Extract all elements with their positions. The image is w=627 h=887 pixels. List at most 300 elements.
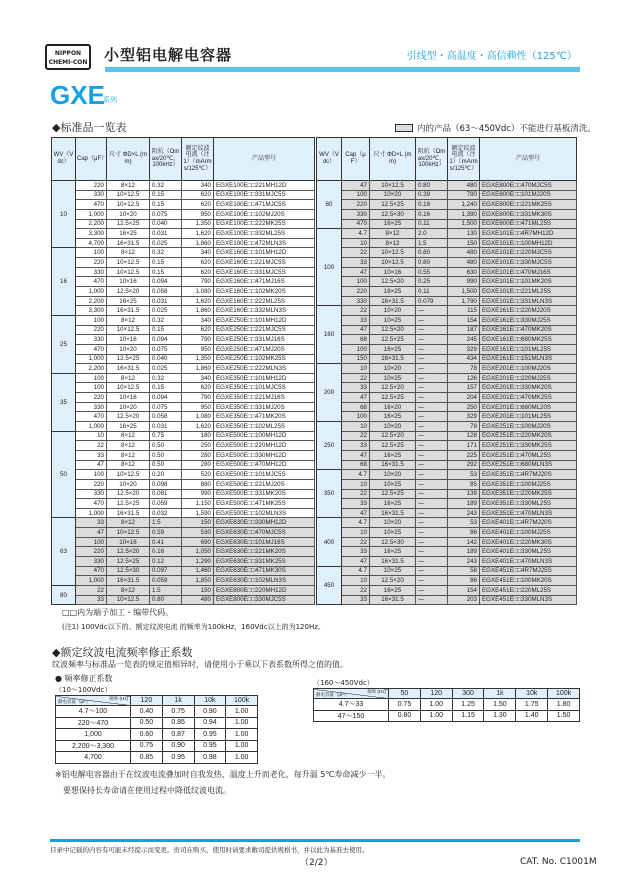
part-number-cell: EGXE350E□□101MH12D bbox=[214, 373, 315, 383]
table-row bbox=[52, 422, 315, 432]
part-number-cell: EGXE630E□□101MJ16S bbox=[214, 537, 315, 547]
impedance-cell: 0.031 bbox=[150, 422, 182, 432]
table-row bbox=[317, 296, 577, 306]
frequency-header: 120 bbox=[420, 689, 452, 699]
capacitance-range-cell: 2,200～3,300 bbox=[56, 740, 131, 752]
standard-table-left bbox=[51, 137, 315, 605]
footer-bar bbox=[50, 839, 580, 842]
coefficient-cell: 1.50 bbox=[548, 710, 580, 722]
cap-cell: 33 bbox=[342, 383, 370, 393]
size-cell: 16×25 bbox=[107, 229, 150, 239]
coefficient-cell: 1.75 bbox=[516, 699, 548, 711]
size-cell: 10×20 bbox=[370, 190, 416, 200]
capacitance-range-cell: 47～150 bbox=[314, 710, 389, 722]
size-cell: 16×25 bbox=[370, 547, 416, 557]
cap-cell: 22 bbox=[342, 585, 370, 595]
impedance-cell: — bbox=[416, 354, 448, 364]
impedance-cell: — bbox=[416, 518, 448, 528]
table-row bbox=[52, 248, 315, 258]
col-wv: WV（Vdc） bbox=[317, 138, 342, 181]
cap-cell: 22 bbox=[342, 489, 370, 499]
coefficient-cell: 0.85 bbox=[131, 752, 163, 764]
table-row bbox=[52, 566, 315, 576]
impedance-cell: 1.5 bbox=[150, 585, 182, 595]
cap-cell: 47 bbox=[342, 325, 370, 335]
size-cell: 12.5×25 bbox=[370, 335, 416, 345]
table-row bbox=[317, 209, 577, 219]
table-row bbox=[317, 393, 577, 403]
high-voltage-range: （160～450Vdc） bbox=[313, 679, 374, 687]
table-row bbox=[317, 460, 577, 470]
size-cell: 12.5×25 bbox=[370, 441, 416, 451]
cap-cell: 330 bbox=[76, 556, 107, 566]
impedance-cell: 2.0 bbox=[416, 229, 448, 239]
size-cell: 16×31.5 bbox=[107, 306, 150, 316]
ripple-cell: 990 bbox=[182, 489, 214, 499]
table-row bbox=[52, 585, 315, 595]
impedance-cell: — bbox=[416, 499, 448, 509]
table-row bbox=[56, 752, 258, 764]
table-row bbox=[52, 383, 315, 393]
part-number-cell: EGXE250E□□101MH12D bbox=[214, 315, 315, 325]
part-number-cell: EGXE800E□□331MK30S bbox=[480, 209, 577, 219]
ripple-cell: 86 bbox=[448, 576, 480, 586]
size-cell: 10×12.5 bbox=[107, 470, 150, 480]
table-row bbox=[52, 489, 315, 499]
ripple-cell: 157 bbox=[448, 383, 480, 393]
ripple-cell: 1,790 bbox=[448, 296, 480, 306]
cap-cell: 100 bbox=[342, 344, 370, 354]
warning-line-1: ※铝电解电容器由于在纹波电流叠加时自我发热、温度上升而老化，每升温 5℃寿命减少一半。 bbox=[55, 770, 391, 779]
size-cell: 10×20 bbox=[370, 364, 416, 374]
part-number-cell: EGXE161E□□151MLN3S bbox=[480, 354, 577, 364]
cap-cell: 10 bbox=[342, 422, 370, 432]
impedance-cell: — bbox=[416, 422, 448, 432]
size-cell: 12.5×25 bbox=[370, 489, 416, 499]
part-number-cell: EGXE350E□□331MJ20S bbox=[214, 402, 315, 412]
impedance-cell: — bbox=[416, 537, 448, 547]
part-number-cell: EGXE161E□□101ML25S bbox=[480, 344, 577, 354]
impedance-cell: 0.32 bbox=[150, 373, 182, 383]
ripple-cell: 620 bbox=[182, 200, 214, 210]
cap-cell: 330 bbox=[76, 267, 107, 277]
part-number-cell: EGXE100E□□102MJ20S bbox=[214, 209, 315, 219]
impedance-cell: 0.32 bbox=[150, 248, 182, 258]
ripple-cell: 1,500 bbox=[448, 287, 480, 297]
cap-cell: 10 bbox=[342, 479, 370, 489]
series-name: GXE bbox=[50, 80, 105, 110]
part-number-cell: EGXE100E□□221MH12D bbox=[214, 181, 315, 191]
cap-cell: 220 bbox=[76, 547, 107, 557]
size-cell: 16×31.5 bbox=[370, 556, 416, 566]
ripple-cell: 1,860 bbox=[182, 364, 214, 374]
size-cell: 16×20 bbox=[370, 402, 416, 412]
ripple-cell: 1,390 bbox=[448, 209, 480, 219]
part-number-cell: EGXE160E□□221MJC5S bbox=[214, 258, 315, 268]
size-cell: 16×31.5 bbox=[107, 576, 150, 586]
table-row bbox=[317, 364, 577, 374]
impedance-cell: 0.15 bbox=[150, 267, 182, 277]
cap-cell: 47 bbox=[342, 450, 370, 460]
part-number-cell: EGXE451E□□4R7MJ25S bbox=[480, 566, 577, 576]
table-row bbox=[52, 296, 315, 306]
size-cell: 10×12.5 bbox=[107, 528, 150, 538]
part-number-cell: EGXE630E□□330MH12D bbox=[214, 518, 315, 528]
table-row bbox=[52, 190, 315, 200]
impedance-cell: 0.11 bbox=[416, 287, 448, 297]
col-size: 尺寸 ΦD×L (mm) bbox=[107, 138, 150, 181]
part-number-cell: EGXE630E□□471MK30S bbox=[214, 566, 315, 576]
impedance-cell: 0.59 bbox=[150, 528, 182, 538]
size-cell: 12.5×20 bbox=[370, 576, 416, 586]
coefficient-cell: 0.94 bbox=[194, 717, 226, 729]
impedance-cell: 0.032 bbox=[150, 508, 182, 518]
cap-cell: 47 bbox=[342, 181, 370, 191]
table-row bbox=[317, 229, 577, 239]
cap-cell: 33 bbox=[76, 450, 107, 460]
impedance-cell: 0.15 bbox=[150, 190, 182, 200]
cap-cell: 47 bbox=[342, 556, 370, 566]
table-row bbox=[52, 431, 315, 441]
part-number-cell: EGXE250E□□471MJ20S bbox=[214, 344, 315, 354]
corner-freq-label: 频率 (Hz) bbox=[367, 689, 386, 694]
impedance-cell: — bbox=[416, 460, 448, 470]
page-title: 小型铝电解电容器 bbox=[104, 46, 233, 64]
part-number-cell: EGXE401E□□4R7MJ20S bbox=[480, 518, 577, 528]
cap-cell: 4,700 bbox=[76, 238, 107, 248]
size-cell: 12.5×20 bbox=[107, 489, 150, 499]
ripple-cell: 85 bbox=[448, 479, 480, 489]
impedance-cell: 0.11 bbox=[416, 219, 448, 229]
coefficient-cell: 1.00 bbox=[226, 717, 258, 729]
coefficient-cell: 0.98 bbox=[194, 752, 226, 764]
ripple-cell: 530 bbox=[182, 528, 214, 538]
size-cell: 10×25 bbox=[370, 479, 416, 489]
size-cell: 8×12 bbox=[107, 441, 150, 451]
capacitance-range-cell: 4.7～100 bbox=[56, 706, 131, 718]
part-number-cell: EGXE451E□□220ML25S bbox=[480, 585, 577, 595]
impedance-cell: 0.059 bbox=[150, 499, 182, 509]
size-cell: 12.5×20 bbox=[107, 287, 150, 297]
part-number-cell: EGXE500E□□330MH12D bbox=[214, 450, 315, 460]
table-row bbox=[317, 325, 577, 335]
page-number: （2/2） bbox=[300, 858, 333, 868]
table-row bbox=[52, 238, 315, 248]
table-row bbox=[52, 460, 315, 470]
cap-cell: 1,000 bbox=[76, 576, 107, 586]
ripple-cell: 243 bbox=[448, 508, 480, 518]
impedance-cell: 0.39 bbox=[416, 190, 448, 200]
col-cap: Cap（μF） bbox=[342, 138, 370, 181]
ripple-cell: 1,850 bbox=[182, 576, 214, 586]
ripple-cell: 1,080 bbox=[182, 287, 214, 297]
impedance-cell: 0.50 bbox=[150, 441, 182, 451]
col-part-number: 产品型号 bbox=[214, 138, 315, 181]
table-row bbox=[52, 354, 315, 364]
size-cell: 16×25 bbox=[370, 287, 416, 297]
catalog-number: CAT. No. C1001M bbox=[520, 857, 597, 867]
table-row bbox=[52, 181, 315, 191]
size-cell: 16×31.5 bbox=[370, 595, 416, 605]
col-impedance: 阻抗（Ωmax/20℃、100kHz） bbox=[150, 138, 182, 181]
impedance-cell: 0.079 bbox=[416, 296, 448, 306]
table-row bbox=[52, 209, 315, 219]
table-row bbox=[317, 499, 577, 509]
part-number-cell: EGXE100E□□471MJC5S bbox=[214, 200, 315, 210]
table-row bbox=[52, 499, 315, 509]
part-number-cell: EGXE630E□□331MK25S bbox=[214, 556, 315, 566]
table-row bbox=[317, 402, 577, 412]
corner-header bbox=[56, 696, 131, 706]
ripple-cell: 154 bbox=[448, 315, 480, 325]
ripple-cell: 204 bbox=[448, 393, 480, 403]
cap-cell: 33 bbox=[342, 258, 370, 268]
impedance-cell: 0.098 bbox=[150, 479, 182, 489]
size-cell: 12.5×20 bbox=[107, 547, 150, 557]
part-number-cell: EGXE451E□□100MK20S bbox=[480, 576, 577, 586]
frequency-header: 120 bbox=[131, 696, 163, 706]
ripple-cell: 434 bbox=[448, 354, 480, 364]
ripple-cell: 329 bbox=[448, 412, 480, 422]
ripple-cell: 480 bbox=[182, 595, 214, 605]
size-cell: 12.5×20 bbox=[107, 412, 150, 422]
impedance-cell: 0.031 bbox=[150, 296, 182, 306]
frequency-header: 100k bbox=[548, 689, 580, 699]
impedance-cell: 0.040 bbox=[150, 219, 182, 229]
frequency-header: 50 bbox=[389, 689, 421, 699]
part-number-cell: EGXE251E□□330MK25S bbox=[480, 441, 577, 451]
frequency-header: 1k bbox=[162, 696, 194, 706]
ripple-cell: 1,240 bbox=[448, 200, 480, 210]
part-number-cell: EGXE401E□□220MK30S bbox=[480, 537, 577, 547]
impedance-cell: 1.5 bbox=[150, 518, 182, 528]
ripple-cell: 292 bbox=[448, 460, 480, 470]
size-cell: 10×20 bbox=[370, 422, 416, 432]
corner-header bbox=[314, 689, 389, 699]
ripple-cell: 790 bbox=[448, 190, 480, 200]
cap-cell: 22 bbox=[342, 537, 370, 547]
coefficient-cell: 1.80 bbox=[548, 699, 580, 711]
cap-cell: 10 bbox=[342, 576, 370, 586]
cap-cell: 47 bbox=[76, 528, 107, 538]
warning-line-2: 要想保持长寿命请在使用过程中降低纹波电流。 bbox=[63, 786, 231, 795]
size-cell: 16×31.5 bbox=[370, 354, 416, 364]
cap-cell: 470 bbox=[342, 219, 370, 229]
size-cell: 16×25 bbox=[107, 422, 150, 432]
ripple-cell: 1,590 bbox=[182, 508, 214, 518]
frequency-table-low bbox=[55, 695, 258, 764]
impedance-cell: 0.15 bbox=[150, 200, 182, 210]
size-cell: 12.5×20 bbox=[370, 325, 416, 335]
ripple-cell: 340 bbox=[182, 373, 214, 383]
wv-cell: 10 bbox=[52, 181, 76, 248]
cap-cell: 100 bbox=[342, 412, 370, 422]
ripple-correction-heading: ◆额定纹波电流频率修正系数 bbox=[52, 646, 193, 659]
impedance-cell: 0.025 bbox=[150, 306, 182, 316]
impedance-cell: 0.75 bbox=[150, 431, 182, 441]
table-row bbox=[317, 576, 577, 586]
cap-cell: 100 bbox=[342, 190, 370, 200]
coefficient-cell: 0.75 bbox=[162, 706, 194, 718]
ripple-cell: 250 bbox=[182, 441, 214, 451]
cap-cell: 22 bbox=[76, 585, 107, 595]
cap-cell: 1,000 bbox=[76, 422, 107, 432]
table-row bbox=[317, 556, 577, 566]
table-row bbox=[52, 287, 315, 297]
cap-cell: 1,000 bbox=[76, 354, 107, 364]
cap-cell: 470 bbox=[76, 499, 107, 509]
ripple-cell: 620 bbox=[182, 267, 214, 277]
part-number-cell: EGXE800E□□101MJ20S bbox=[480, 190, 577, 200]
ripple-cell: 187 bbox=[448, 325, 480, 335]
part-number-cell: EGXE201E□□680ML20S bbox=[480, 402, 577, 412]
ripple-cell: 620 bbox=[182, 383, 214, 393]
impedance-cell: — bbox=[416, 585, 448, 595]
ripple-frequency-note: (注1) 100Vdc以下的、额定纹波电流 的频率为100kHz，160Vdc以上的为120Hz。 bbox=[62, 623, 325, 631]
impedance-cell: 0.025 bbox=[150, 364, 182, 374]
size-cell: 12.5×25 bbox=[370, 200, 416, 210]
cap-cell: 100 bbox=[76, 470, 107, 480]
coefficient-cell: 1.50 bbox=[484, 699, 516, 711]
ripple-cell: 1,350 bbox=[182, 219, 214, 229]
coefficient-cell: 0.95 bbox=[162, 752, 194, 764]
ripple-cell: 139 bbox=[448, 489, 480, 499]
ripple-cell: 78 bbox=[448, 364, 480, 374]
part-number-cell: EGXE160E□□101MH12D bbox=[214, 248, 315, 258]
cap-cell: 33 bbox=[76, 518, 107, 528]
cap-cell: 3,300 bbox=[76, 229, 107, 239]
part-number-cell: EGXE251E□□100MJ20S bbox=[480, 422, 577, 432]
table-row bbox=[317, 238, 577, 248]
col-wv: WV（Vdc） bbox=[52, 138, 76, 181]
size-cell: 8×12 bbox=[107, 585, 150, 595]
size-cell: 10×12.5 bbox=[107, 595, 150, 605]
impedance-cell: 0.50 bbox=[150, 450, 182, 460]
table-row bbox=[56, 706, 258, 718]
size-cell: 12.5×25 bbox=[107, 556, 150, 566]
impedance-cell: 0.32 bbox=[150, 181, 182, 191]
table-row bbox=[317, 470, 577, 480]
impedance-cell: 0.80 bbox=[150, 595, 182, 605]
part-number-cell: EGXE500E□□102MLN3S bbox=[214, 508, 315, 518]
impedance-cell: — bbox=[416, 325, 448, 335]
cap-cell: 330 bbox=[76, 190, 107, 200]
size-cell: 10×25 bbox=[370, 528, 416, 538]
part-number-cell: EGXE201E□□101ML25S bbox=[480, 412, 577, 422]
impedance-cell: 0.081 bbox=[150, 489, 182, 499]
cap-cell: 47 bbox=[76, 460, 107, 470]
impedance-cell: — bbox=[416, 393, 448, 403]
cap-cell: 100 bbox=[76, 373, 107, 383]
impedance-cell: — bbox=[416, 344, 448, 354]
size-cell: 16×25 bbox=[107, 296, 150, 306]
size-cell: 10×12.5 bbox=[370, 181, 416, 191]
ripple-cell: 58 bbox=[448, 566, 480, 576]
part-number-cell: EGXE350E□□101MJC5S bbox=[214, 383, 315, 393]
size-cell: 10×12.5 bbox=[370, 248, 416, 258]
ripple-cell: 1,860 bbox=[182, 306, 214, 316]
wv-cell: 100 bbox=[317, 229, 342, 306]
part-number-cell: EGXE100E□□472MLN3S bbox=[214, 238, 315, 248]
ripple-cell: 171 bbox=[448, 441, 480, 451]
size-cell: 16×31.5 bbox=[370, 296, 416, 306]
part-number-cell: EGXE100E□□332ML25S bbox=[214, 229, 315, 239]
part-number-cell: EGXE101E□□331MLN3S bbox=[480, 296, 577, 306]
cap-cell: 470 bbox=[76, 412, 107, 422]
ripple-cell: 1,350 bbox=[182, 354, 214, 364]
part-number-cell: EGXE800E□□221MK25S bbox=[480, 200, 577, 210]
ripple-cell: 150 bbox=[448, 238, 480, 248]
table-row bbox=[317, 315, 577, 325]
impedance-cell: 0.25 bbox=[416, 277, 448, 287]
table-row bbox=[317, 585, 577, 595]
coefficient-cell: 0.80 bbox=[389, 710, 421, 722]
table-row bbox=[52, 315, 315, 325]
cap-cell: 2,200 bbox=[76, 364, 107, 374]
corner-freq-label: 频率 (Hz) bbox=[109, 696, 128, 701]
ripple-cell: 280 bbox=[182, 460, 214, 470]
part-number-cell: EGXE500E□□101MJC5S bbox=[214, 470, 315, 480]
low-voltage-range: （10～100Vdc） bbox=[55, 686, 112, 694]
table-row bbox=[52, 595, 315, 605]
table-row bbox=[317, 441, 577, 451]
part-number-cell: EGXE250E□□221MJC5S bbox=[214, 325, 315, 335]
size-cell: 8×12 bbox=[107, 248, 150, 258]
part-number-cell: EGXE251E□□680MLN3S bbox=[480, 460, 577, 470]
col-ripple: 额定纹波电流（注1）（mArms/125℃） bbox=[448, 138, 480, 181]
table-row bbox=[52, 344, 315, 354]
size-cell: 10×20 bbox=[370, 306, 416, 316]
size-cell: 10×20 bbox=[107, 209, 150, 219]
wv-cell: 160 bbox=[317, 306, 342, 364]
impedance-cell: 0.15 bbox=[150, 258, 182, 268]
size-cell: 8×12 bbox=[107, 518, 150, 528]
capacitance-range-cell: 220～470 bbox=[56, 717, 131, 729]
col-impedance: 阻抗（Ωmax/20℃、100kHz） bbox=[416, 138, 448, 181]
wv-cell: 250 bbox=[317, 422, 342, 470]
impedance-cell: — bbox=[416, 508, 448, 518]
impedance-cell: 0.025 bbox=[150, 238, 182, 248]
wv-cell: 50 bbox=[52, 431, 76, 518]
table-row bbox=[317, 412, 577, 422]
wv-cell: 200 bbox=[317, 364, 342, 422]
table-row bbox=[317, 181, 577, 191]
part-number-cell: EGXE800E□□220MH12D bbox=[214, 585, 315, 595]
cap-cell: 4.7 bbox=[342, 229, 370, 239]
part-number-cell: EGXE351E□□330ML25S bbox=[480, 499, 577, 509]
cap-cell: 2,200 bbox=[76, 219, 107, 229]
coefficient-cell: 0.75 bbox=[131, 740, 163, 752]
ripple-cell: 950 bbox=[182, 209, 214, 219]
table-row bbox=[52, 325, 315, 335]
table-row bbox=[52, 393, 315, 403]
ripple-cell: 126 bbox=[448, 373, 480, 383]
table-row bbox=[52, 219, 315, 229]
ripple-cell: 329 bbox=[448, 344, 480, 354]
part-number-cell: EGXE500E□□471MK25S bbox=[214, 499, 315, 509]
table-row bbox=[52, 508, 315, 518]
part-number-cell: EGXE250E□□331MJ16S bbox=[214, 335, 315, 345]
impedance-cell: — bbox=[416, 566, 448, 576]
ripple-cell: 480 bbox=[448, 181, 480, 191]
ripple-cell: 180 bbox=[182, 431, 214, 441]
part-number-cell: EGXE500E□□470MH12D bbox=[214, 460, 315, 470]
cap-cell: 220 bbox=[76, 325, 107, 335]
wv-cell: 35 bbox=[52, 373, 76, 431]
impedance-cell: 0.16 bbox=[416, 209, 448, 219]
size-cell: 16×31.5 bbox=[370, 460, 416, 470]
size-cell: 16×31.5 bbox=[370, 508, 416, 518]
